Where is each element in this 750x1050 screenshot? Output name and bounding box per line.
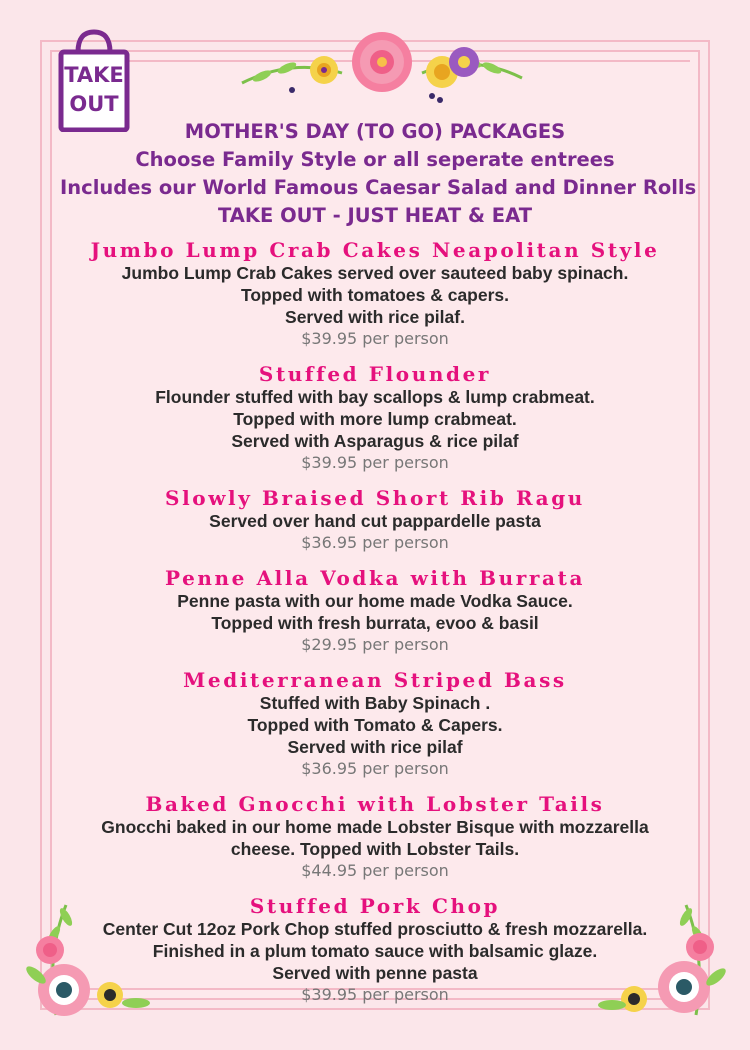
item-description: Served with rice pilaf bbox=[287, 737, 463, 757]
item-description: Gnocchi baked in our home made Lobster Bisque with mozzarella bbox=[101, 817, 649, 837]
item-title: Jumbo Lump Crab Cakes Neapolitan Style bbox=[90, 238, 660, 262]
takeout-bag-icon bbox=[58, 28, 130, 132]
logo-line-take: TAKE bbox=[64, 63, 124, 87]
item-description: Topped with fresh burrata, evoo & basil bbox=[211, 613, 539, 633]
header-includes: Includes our World Famous Caesar Salad and Dinner Rolls bbox=[60, 176, 697, 199]
item-description: cheese. Topped with Lobster Tails. bbox=[230, 839, 520, 859]
menu-header bbox=[60, 118, 697, 230]
item-description: Stuffed with Baby Spinach . bbox=[259, 693, 491, 713]
item-title: Baked Gnocchi with Lobster Tails bbox=[145, 792, 605, 816]
item-title: Stuffed Pork Chop bbox=[249, 894, 501, 918]
item-price: $36.95 per person bbox=[301, 533, 449, 552]
item-description: Served over hand cut pappardelle pasta bbox=[209, 511, 541, 531]
item-description: Served with Asparagus & rice pilaf bbox=[231, 431, 519, 451]
item-price: $36.95 per person bbox=[301, 759, 449, 778]
menu-items bbox=[60, 238, 690, 1006]
menu-item bbox=[60, 566, 690, 656]
flower-bouquet-icon bbox=[232, 28, 532, 108]
item-description: Topped with Tomato & Capers. bbox=[247, 715, 503, 735]
menu-item bbox=[60, 668, 690, 780]
item-description: Finished in a plum tomato sauce with balsamic glaze. bbox=[152, 941, 598, 961]
menu-item bbox=[60, 894, 690, 1006]
menu-content bbox=[60, 118, 697, 1018]
logo-line-out: OUT bbox=[69, 92, 119, 116]
item-price: $44.95 per person bbox=[301, 861, 449, 880]
menu-item bbox=[60, 486, 690, 554]
menu-item bbox=[60, 238, 690, 350]
item-title: Mediterranean Striped Bass bbox=[183, 668, 567, 692]
header-subtitle: Choose Family Style or all seperate entrees bbox=[135, 148, 615, 171]
item-description: Flounder stuffed with bay scallops & lump crabmeat. bbox=[155, 387, 595, 407]
header-takeout: TAKE OUT - JUST HEAT & EAT bbox=[217, 204, 532, 227]
item-title: Stuffed Flounder bbox=[258, 362, 492, 386]
item-description: Center Cut 12oz Pork Chop stuffed prosciutto & fresh mozzarella. bbox=[102, 919, 648, 939]
item-description: Topped with tomatoes & capers. bbox=[240, 285, 510, 305]
item-title: Penne Alla Vodka with Burrata bbox=[164, 566, 586, 590]
item-price: $29.95 per person bbox=[301, 635, 449, 654]
item-price: $39.95 per person bbox=[301, 329, 449, 348]
item-description: Topped with more lump crabmeat. bbox=[233, 409, 517, 429]
menu-item bbox=[60, 792, 690, 882]
item-price: $39.95 per person bbox=[301, 453, 449, 472]
item-title: Slowly Braised Short Rib Ragu bbox=[165, 486, 585, 510]
item-description: Served with penne pasta bbox=[272, 963, 478, 983]
header-title: MOTHER'S DAY (TO GO) PACKAGES bbox=[184, 120, 566, 143]
item-description: Served with rice pilaf. bbox=[285, 307, 465, 327]
item-price: $39.95 per person bbox=[301, 985, 449, 1004]
menu-item bbox=[60, 362, 690, 474]
item-description: Jumbo Lump Crab Cakes served over sauteed baby spinach. bbox=[121, 263, 629, 283]
item-description: Penne pasta with our home made Vodka Sauce. bbox=[177, 591, 573, 611]
